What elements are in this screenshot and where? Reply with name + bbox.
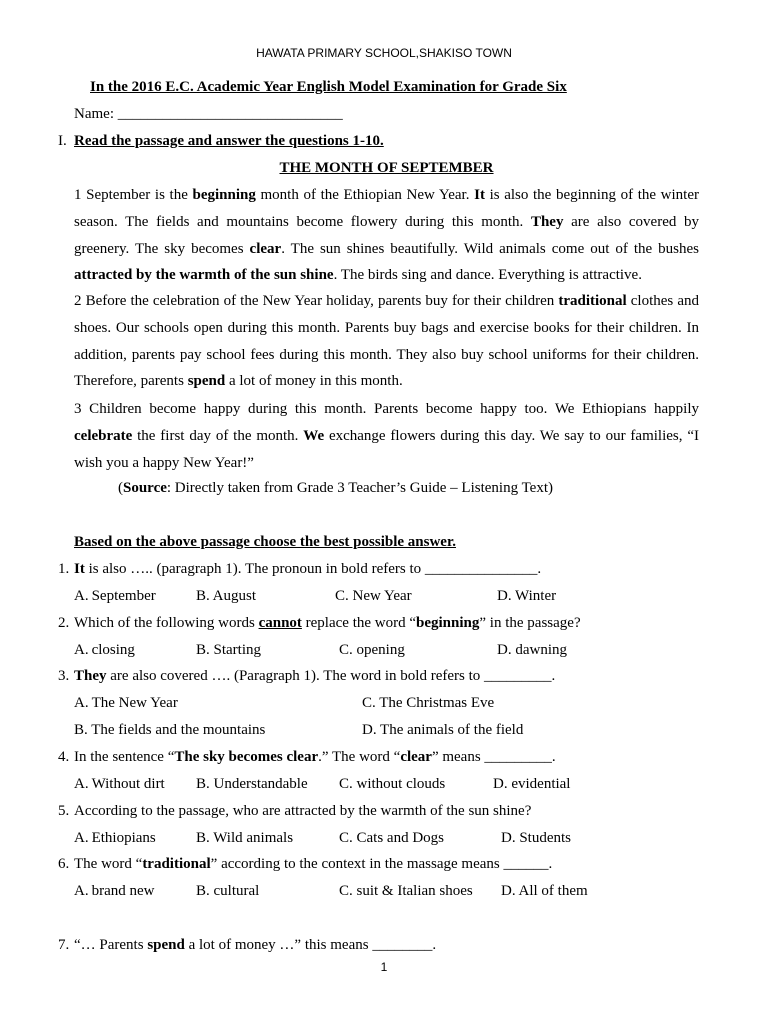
text-run: are also covered …. (Paragraph 1). The word in bold refers to _________. — [106, 668, 556, 684]
section-number: I. — [58, 133, 67, 149]
text-run: a lot of money …” this means ________. — [184, 937, 437, 953]
text-run: According to the passage, who are attracted by the warmth of the sun shine? — [74, 803, 532, 819]
option-c[interactable]: C. opening — [339, 642, 405, 658]
option-a[interactable]: A. The New Year — [74, 695, 178, 711]
text-run: clothes and shoes. Our schools open during this month. Parents buy bags and exercise books for their children. In addition, parents pay school fees during this month. They also buy school uniforms for their children. Therefore, parents — [74, 293, 699, 390]
passage-title: THE MONTH OF SEPTEMBER — [279, 160, 494, 176]
bold-text-run: cannot — [258, 615, 302, 631]
question-number: 3. — [58, 668, 70, 684]
question-stem — [74, 561, 541, 577]
text-run: “… Parents — [74, 937, 148, 953]
question-number: 6. — [58, 856, 70, 872]
option-c[interactable]: C. New Year — [335, 588, 412, 604]
text-run: 2 Before the celebration of the New Year holiday, parents buy for their children — [74, 293, 559, 309]
text-run: are also covered by greenery. The sky becomes — [74, 213, 699, 257]
text-run: ” in the passage? — [479, 615, 581, 631]
question-2 — [58, 615, 581, 632]
bold-text-run: celebrate — [74, 427, 133, 444]
text-run: is also ….. (paragraph 1). The pronoun in bold refers to _______________. — [84, 561, 542, 577]
bold-text-run: It — [474, 187, 485, 203]
bold-text-run: We — [303, 427, 325, 444]
passage-paragraph-3 — [74, 396, 699, 476]
text-run: .” The word “ — [318, 749, 401, 765]
option-a[interactable]: A. Ethiopians — [74, 830, 156, 846]
text-run: The word “ — [74, 856, 143, 872]
source-text: : Directly taken from Grade 3 Teacher’s Guide – Listening Text) — [166, 480, 554, 496]
page-number: 1 — [380, 960, 388, 974]
question-stem — [74, 803, 531, 819]
bold-text-run: traditional — [142, 856, 211, 872]
bold-text-run: spend — [147, 937, 185, 953]
option-a[interactable]: A. September — [74, 588, 156, 604]
option-b[interactable]: B. cultural — [196, 883, 260, 899]
bold-text-run: They — [530, 213, 564, 230]
option-c[interactable]: C. Cats and Dogs — [339, 830, 444, 846]
option-a[interactable]: A. Without dirt — [74, 776, 165, 792]
bold-text-run: clear — [400, 749, 432, 765]
option-c[interactable]: C. The Christmas Eve — [362, 695, 495, 711]
exam-title: In the 2016 E.C. Academic Year English Model Examination for Grade Six — [90, 79, 567, 95]
question-stem — [74, 749, 556, 765]
question-stem — [74, 615, 581, 631]
questions-instruction: Based on the above passage choose the best possible answer. — [74, 534, 456, 550]
bold-text-run: The sky becomes clear — [174, 749, 319, 765]
bold-text-run: traditional — [558, 293, 627, 309]
option-d[interactable]: D. Winter — [497, 588, 557, 604]
option-d[interactable]: D. dawning — [497, 642, 567, 658]
option-b[interactable]: B. The fields and the mountains — [74, 722, 266, 738]
bold-text-run: beginning — [416, 615, 480, 631]
text-run: ” means _________. — [431, 749, 556, 765]
option-a[interactable]: A. brand new — [74, 883, 155, 899]
text-run: . The birds sing and dance. Everything is attractive. — [333, 267, 642, 284]
question-6 — [58, 856, 552, 873]
option-c[interactable]: C. suit & Italian shoes — [339, 883, 473, 899]
option-a[interactable]: A. closing — [74, 642, 135, 658]
question-3 — [58, 668, 555, 685]
option-b[interactable]: B. Understandable — [196, 776, 308, 792]
name-field-label: Name: ______________________________ — [74, 106, 343, 122]
passage-paragraph-2 — [74, 288, 699, 395]
option-c[interactable]: C. without clouds — [339, 776, 446, 792]
passage-paragraph-1 — [74, 182, 699, 289]
option-b[interactable]: B. Wild animals — [196, 830, 294, 846]
option-d[interactable]: D. The animals of the field — [362, 722, 524, 738]
bold-text-run: attracted by the warmth of the sun shine — [74, 267, 334, 284]
option-b[interactable]: B. Starting — [196, 642, 262, 658]
bold-text-run: spend — [187, 373, 226, 390]
text-run: 1 September is the — [74, 187, 193, 203]
bold-text-run: It — [74, 561, 85, 577]
text-run: is also the beginning of the winter season. The fields and mountains become flowery during this month. — [74, 187, 699, 230]
text-run: exchange flowers during this day. We say to our families, “I wish you a happy New Year!” — [74, 427, 699, 471]
option-b[interactable]: B. August — [196, 588, 257, 604]
text-run: In the sentence “ — [74, 749, 175, 765]
school-header: HAWATA PRIMARY SCHOOL,SHAKISO TOWN — [256, 46, 512, 60]
text-run: . The sun shines beautifully. Wild animals come out of the bushes — [281, 240, 699, 257]
question-stem — [74, 856, 552, 872]
text-run: month of the Ethiopian New Year. — [255, 187, 475, 203]
question-4 — [58, 749, 556, 766]
section-instruction: Read the passage and answer the questions 1-10. — [74, 133, 384, 149]
source-open-paren: ( — [118, 480, 123, 496]
source-label: Source — [123, 480, 167, 496]
option-d[interactable]: D. All of them — [501, 883, 588, 899]
text-run: the first day of the month. — [132, 427, 304, 444]
bold-text-run: clear — [249, 240, 282, 257]
question-number: 1. — [58, 561, 70, 577]
question-number: 4. — [58, 749, 70, 765]
text-run: Which of the following words — [74, 615, 259, 631]
question-7 — [58, 937, 436, 954]
question-number: 2. — [58, 615, 70, 631]
question-1 — [58, 561, 541, 578]
option-d[interactable]: D. evidential — [493, 776, 571, 792]
question-number: 5. — [58, 803, 70, 819]
passage-source — [118, 480, 553, 497]
option-d[interactable]: D. Students — [501, 830, 572, 846]
question-5 — [58, 803, 531, 820]
bold-text-run: They — [74, 668, 107, 684]
question-number: 7. — [58, 937, 70, 953]
bold-text-run: beginning — [192, 187, 256, 203]
text-run: a lot of money in this month. — [225, 373, 403, 390]
text-run: ” according to the context in the massage means ______. — [210, 856, 553, 872]
text-run: replace the word “ — [301, 615, 417, 631]
question-stem — [74, 668, 555, 684]
text-run: 3 Children become happy during this month. Parents become happy too. We Ethiopians happily — [74, 401, 699, 417]
question-stem — [74, 937, 436, 953]
